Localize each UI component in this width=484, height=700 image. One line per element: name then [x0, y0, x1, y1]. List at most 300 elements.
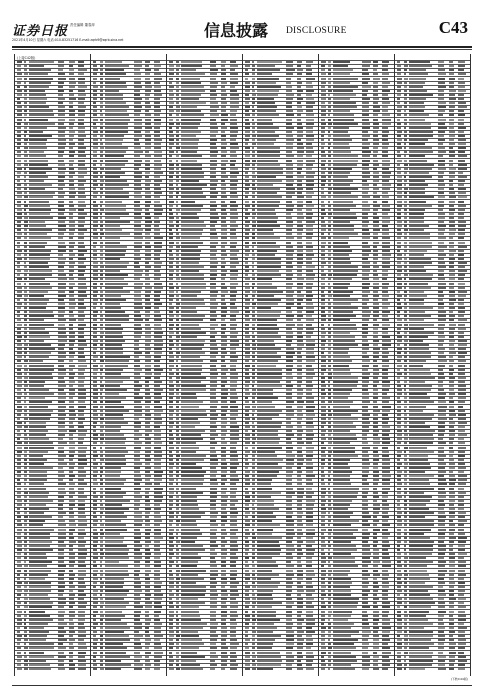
table-cell-text [69, 65, 73, 67]
table-cell-text [252, 332, 254, 334]
table-cell-text [245, 143, 249, 145]
table-cell-text [252, 639, 255, 641]
table-cell-text [154, 504, 160, 506]
table-cell-text [154, 451, 162, 453]
table-cell-text [382, 369, 388, 371]
table-cell-text [286, 78, 292, 80]
table-cell-text [145, 188, 150, 190]
table-cell-text [69, 332, 75, 334]
table-cell-text [382, 114, 390, 116]
table-cell-text [297, 504, 302, 506]
table-cell-text [169, 65, 175, 67]
table-cell-text [373, 274, 378, 276]
table-cell-text [176, 196, 178, 198]
table-cell-text [230, 377, 238, 379]
table-cell-text [286, 61, 293, 63]
table-cell-text [221, 155, 226, 157]
table-cell-text [58, 324, 65, 326]
table-cell-text [93, 533, 99, 535]
table-cell-text [93, 594, 98, 596]
table-cell-text [245, 381, 251, 383]
table-cell-text [221, 209, 226, 211]
table-cell-text [145, 61, 150, 63]
table-cell-text [306, 602, 312, 604]
table-cell-text [100, 598, 103, 600]
table-cell-text [252, 467, 255, 469]
table-cell-text [230, 217, 238, 219]
table-cell-text [286, 553, 292, 555]
table-cell-text [257, 176, 276, 178]
table-cell-text [100, 135, 103, 137]
table-cell-text [134, 553, 142, 555]
table-cell-text [29, 401, 51, 403]
table-cell-text [78, 311, 84, 313]
table-cell-text [297, 237, 302, 239]
table-cell-text [382, 319, 389, 321]
table-cell-text [221, 570, 226, 572]
table-cell-text [230, 430, 239, 432]
table-cell-text [29, 426, 46, 428]
table-cell-text [58, 69, 64, 71]
table-cell-text [100, 283, 103, 285]
table-cell-text [29, 360, 43, 362]
table-cell-text [257, 143, 273, 145]
table-cell-text [321, 196, 327, 198]
table-cell-text [362, 471, 370, 473]
table-cell-text [17, 369, 22, 371]
table-cell-text [328, 262, 331, 264]
table-cell-text [69, 516, 74, 518]
table-cell-text [134, 529, 140, 531]
table-cell-text [210, 545, 218, 547]
table-cell-text [373, 61, 378, 63]
table-cell-text [69, 512, 74, 514]
table-cell-text [78, 574, 86, 576]
table-cell-text [333, 123, 357, 125]
table-cell-text [78, 225, 84, 227]
table-cell-text [154, 647, 162, 649]
table-cell-text [210, 283, 216, 285]
table-cell-text [29, 287, 52, 289]
table-cell-text [58, 352, 66, 354]
table-cell-text [286, 401, 294, 403]
table-cell-text [257, 352, 277, 354]
table-cell-text [245, 328, 250, 330]
table-cell-text [78, 442, 83, 444]
table-cell-text [230, 389, 236, 391]
table-cell-text [58, 94, 63, 96]
table-cell-text [252, 348, 256, 350]
table-cell-text [93, 504, 98, 506]
table-cell-text [145, 143, 151, 145]
table-cell-text [210, 442, 217, 444]
table-cell-text [29, 168, 52, 170]
table-cell-text [176, 537, 178, 539]
table-cell-text [176, 627, 179, 629]
table-cell-text [230, 356, 238, 358]
table-cell-text [252, 578, 256, 580]
table-cell-text [297, 278, 304, 280]
table-cell-text [245, 360, 249, 362]
table-cell-text [333, 94, 355, 96]
table-cell-text [29, 78, 52, 80]
table-cell-text [321, 229, 326, 231]
table-cell-text [24, 602, 27, 604]
table-cell-text [17, 127, 22, 129]
table-cell-text [69, 196, 75, 198]
table-cell-text [154, 401, 160, 403]
table-cell-text [362, 237, 370, 239]
table-cell-text [176, 147, 180, 149]
table-cell-text [362, 143, 370, 145]
table-cell-text [176, 319, 179, 321]
table-cell-text [93, 611, 98, 613]
table-cell-text [93, 602, 98, 604]
table-cell-text [306, 213, 313, 215]
table-cell-text [230, 467, 237, 469]
table-cell-text [134, 381, 140, 383]
table-cell-text [154, 119, 161, 121]
table-cell-text [169, 229, 173, 231]
table-cell-text [93, 340, 99, 342]
table-cell-text [78, 660, 86, 662]
table-cell-text [382, 344, 391, 346]
table-cell-text [169, 61, 173, 63]
table-cell-text [93, 463, 98, 465]
table-cell-text [328, 447, 331, 449]
table-cell-text [230, 410, 238, 412]
table-cell-text [154, 324, 161, 326]
table-cell-text [29, 69, 51, 71]
table-cell-text [328, 192, 331, 194]
table-cell-text [373, 492, 378, 494]
table-cell-text [245, 459, 249, 461]
table-cell-text [154, 631, 161, 633]
table-cell-text [93, 578, 99, 580]
table-cell-text [321, 225, 327, 227]
table-cell-text [328, 254, 331, 256]
table-cell-text [29, 598, 50, 600]
table-cell-text [333, 287, 348, 289]
table-cell-text [286, 373, 292, 375]
table-cell-text [58, 377, 65, 379]
table-cell-text [181, 328, 201, 330]
table-cell-text [286, 250, 294, 252]
table-cell-text [24, 496, 27, 498]
table-cell-text [145, 611, 149, 613]
table-cell-text [328, 504, 331, 506]
table-cell-text [297, 356, 302, 358]
table-cell-text [78, 143, 84, 145]
table-cell-text [373, 385, 377, 387]
table-cell-text [257, 180, 281, 182]
table-cell-text [17, 184, 21, 186]
table-cell-text [169, 299, 173, 301]
table-cell-text [382, 389, 389, 391]
table-cell-text [362, 373, 370, 375]
table-cell-text [257, 135, 278, 137]
table-cell-text [297, 69, 303, 71]
table-cell-text [145, 303, 151, 305]
table-cell-text [105, 401, 121, 403]
table-cell-text [382, 463, 390, 465]
table-cell-text [297, 414, 303, 416]
table-cell-text [105, 438, 126, 440]
table-cell-text [93, 147, 98, 149]
table-cell-text [78, 545, 85, 547]
table-cell-text [105, 590, 128, 592]
table-cell-text [134, 168, 139, 170]
table-cell-text [297, 557, 301, 559]
table-cell-text [24, 524, 27, 526]
table-cell-text [181, 258, 200, 260]
table-cell-text [17, 213, 23, 215]
table-cell-text [297, 82, 302, 84]
table-cell-text [230, 352, 236, 354]
table-cell-text [17, 94, 23, 96]
table-cell-text [17, 139, 21, 141]
table-cell-text [176, 78, 179, 80]
table-cell-text [169, 233, 174, 235]
table-cell-text [176, 606, 179, 608]
table-cell-text [286, 221, 293, 223]
table-cell-text [134, 492, 140, 494]
table-cell-text [230, 635, 236, 637]
table-cell-text [373, 303, 379, 305]
table-cell-text [69, 410, 75, 412]
table-cell-text [286, 529, 295, 531]
table-cell-text [17, 307, 22, 309]
table-cell-text [105, 406, 123, 408]
table-cell-text [328, 463, 331, 465]
table-cell-text [58, 283, 66, 285]
table-cell-text [297, 410, 302, 412]
table-cell-text [257, 311, 281, 313]
table-cell-text [69, 119, 75, 121]
table-cell-text [328, 377, 332, 379]
table-cell-text [105, 520, 121, 522]
table-cell-text [382, 237, 390, 239]
table-cell-text [230, 447, 236, 449]
table-cell-text [17, 582, 23, 584]
table-cell-text [105, 606, 125, 608]
table-cell-text [257, 537, 282, 539]
table-cell-text [169, 213, 173, 215]
table-cell-text [257, 147, 280, 149]
table-cell-text [58, 184, 65, 186]
table-cell-text [297, 274, 302, 276]
table-cell-text [100, 266, 104, 268]
table-cell-text [154, 381, 162, 383]
table-cell-text [69, 426, 74, 428]
table-cell-text [17, 196, 22, 198]
table-cell-text [100, 98, 103, 100]
table-cell-text [78, 176, 84, 178]
table-cell-text [230, 225, 238, 227]
table-cell-text [17, 340, 21, 342]
table-cell-text [134, 110, 141, 112]
table-cell-text [154, 639, 160, 641]
table-cell-text [29, 549, 53, 551]
table-cell-text [210, 377, 217, 379]
table-cell-text [154, 147, 161, 149]
table-cell-text [210, 410, 217, 412]
table-cell-text [257, 348, 281, 350]
table-column [14, 54, 90, 676]
table-cell-text [176, 315, 179, 317]
table-cell-text [333, 73, 350, 75]
table-cell-text [230, 270, 238, 272]
table-cell-text [154, 196, 160, 198]
table-cell-text [154, 86, 161, 88]
table-cell-text [29, 508, 48, 510]
table-cell-text [105, 303, 120, 305]
table-cell-text [210, 623, 218, 625]
table-cell-text [252, 291, 256, 293]
table-cell-text [100, 242, 103, 244]
table-cell-text [93, 94, 97, 96]
table-cell-text [154, 139, 162, 141]
table-cell-text [176, 619, 179, 621]
table-cell-text [321, 459, 326, 461]
table-cell-text [230, 549, 238, 551]
table-cell-text [333, 332, 350, 334]
table-cell-text [24, 65, 27, 67]
page-number: C43 [438, 18, 468, 37]
table-cell-text [134, 287, 143, 289]
table-cell-text [252, 397, 255, 399]
table-cell-text [105, 266, 126, 268]
table-cell-text [221, 451, 226, 453]
table-cell-text [382, 520, 388, 522]
table-cell-text [154, 524, 160, 526]
table-cell-text [297, 479, 302, 481]
table-cell-text [221, 508, 226, 510]
table-cell-text [230, 574, 237, 576]
table-cell-text [24, 98, 27, 100]
table-cell-text [24, 488, 27, 490]
table-cell-text [321, 332, 326, 334]
table-cell-text [328, 225, 331, 227]
table-cell-text [257, 426, 281, 428]
table-cell-text [252, 139, 255, 141]
table-cell-text [210, 520, 217, 522]
table-cell-text [252, 406, 256, 408]
table-cell-text [321, 451, 325, 453]
table-cell-text [328, 242, 331, 244]
table-cell-text [58, 668, 65, 670]
table-cell-text [145, 418, 151, 420]
table-cell-text [169, 418, 173, 420]
table-cell-text [230, 500, 238, 502]
table-cell-text [176, 561, 178, 563]
table-cell-text [93, 78, 98, 80]
table-cell-text [230, 570, 237, 572]
table-cell-text [257, 61, 281, 63]
table-cell-text [297, 586, 303, 588]
table-cell-text [306, 442, 312, 444]
table-cell-text [362, 98, 371, 100]
table-cell-text [105, 533, 120, 535]
table-cell-text [17, 664, 21, 666]
table-cell-text [169, 377, 173, 379]
table-cell-text [181, 139, 199, 141]
table-cell-text [382, 479, 390, 481]
table-cell-text [210, 615, 216, 617]
table-cell-text [176, 328, 179, 330]
table-cell-text [257, 242, 276, 244]
table-cell-text [321, 242, 326, 244]
table-cell-text [306, 102, 315, 104]
table-cell-text [69, 180, 74, 182]
table-cell-text [362, 221, 369, 223]
table-cell-text [78, 611, 85, 613]
table-cell-text [29, 602, 52, 604]
table-cell-text [181, 123, 200, 125]
table-cell-text [230, 172, 239, 174]
table-cell-text [24, 565, 28, 567]
table-cell-text [362, 160, 370, 162]
table-cell-text [17, 619, 22, 621]
table-cell-text [210, 201, 216, 203]
table-cell-text [154, 82, 160, 84]
table-cell-text [17, 578, 21, 580]
table-cell-text [69, 184, 74, 186]
table-cell-text [362, 225, 368, 227]
table-cell-text [257, 278, 272, 280]
table-cell-text [29, 586, 50, 588]
table-cell-text [252, 209, 255, 211]
table-cell-text [154, 471, 163, 473]
table-cell-text [362, 307, 370, 309]
table-cell-text [373, 500, 377, 502]
table-cell-text [100, 274, 103, 276]
table-cell-text [373, 291, 378, 293]
table-cell-text [176, 254, 179, 256]
table-cell-text [145, 176, 149, 178]
table-cell-text [105, 278, 124, 280]
table-cell-text [181, 463, 196, 465]
table-cell-text [230, 594, 239, 596]
table-cell-text [154, 488, 163, 490]
table-cell-text [306, 291, 312, 293]
table-cell-text [105, 664, 130, 666]
table-cell-text [17, 242, 21, 244]
table-cell-text [134, 410, 143, 412]
table-cell-text [286, 324, 295, 326]
table-cell-text [257, 114, 279, 116]
table-cell-text [145, 529, 151, 531]
table-cell-text [221, 369, 228, 371]
table-cell-text [154, 438, 161, 440]
table-cell-text [321, 266, 325, 268]
table-cell-text [176, 463, 179, 465]
table-cell-text [297, 106, 302, 108]
table-cell-text [69, 270, 74, 272]
table-cell-text [100, 192, 103, 194]
table-cell-text [210, 451, 216, 453]
table-cell-text [210, 299, 217, 301]
table-cell-text [69, 258, 73, 260]
table-cell-text [297, 151, 304, 153]
table-cell-text [100, 160, 103, 162]
table-cell-text [100, 127, 103, 129]
table-cell-text [297, 664, 302, 666]
table-cell-text [154, 348, 162, 350]
table-cell-text [181, 422, 199, 424]
table-cell-text [297, 430, 303, 432]
table-cell-text [145, 360, 151, 362]
